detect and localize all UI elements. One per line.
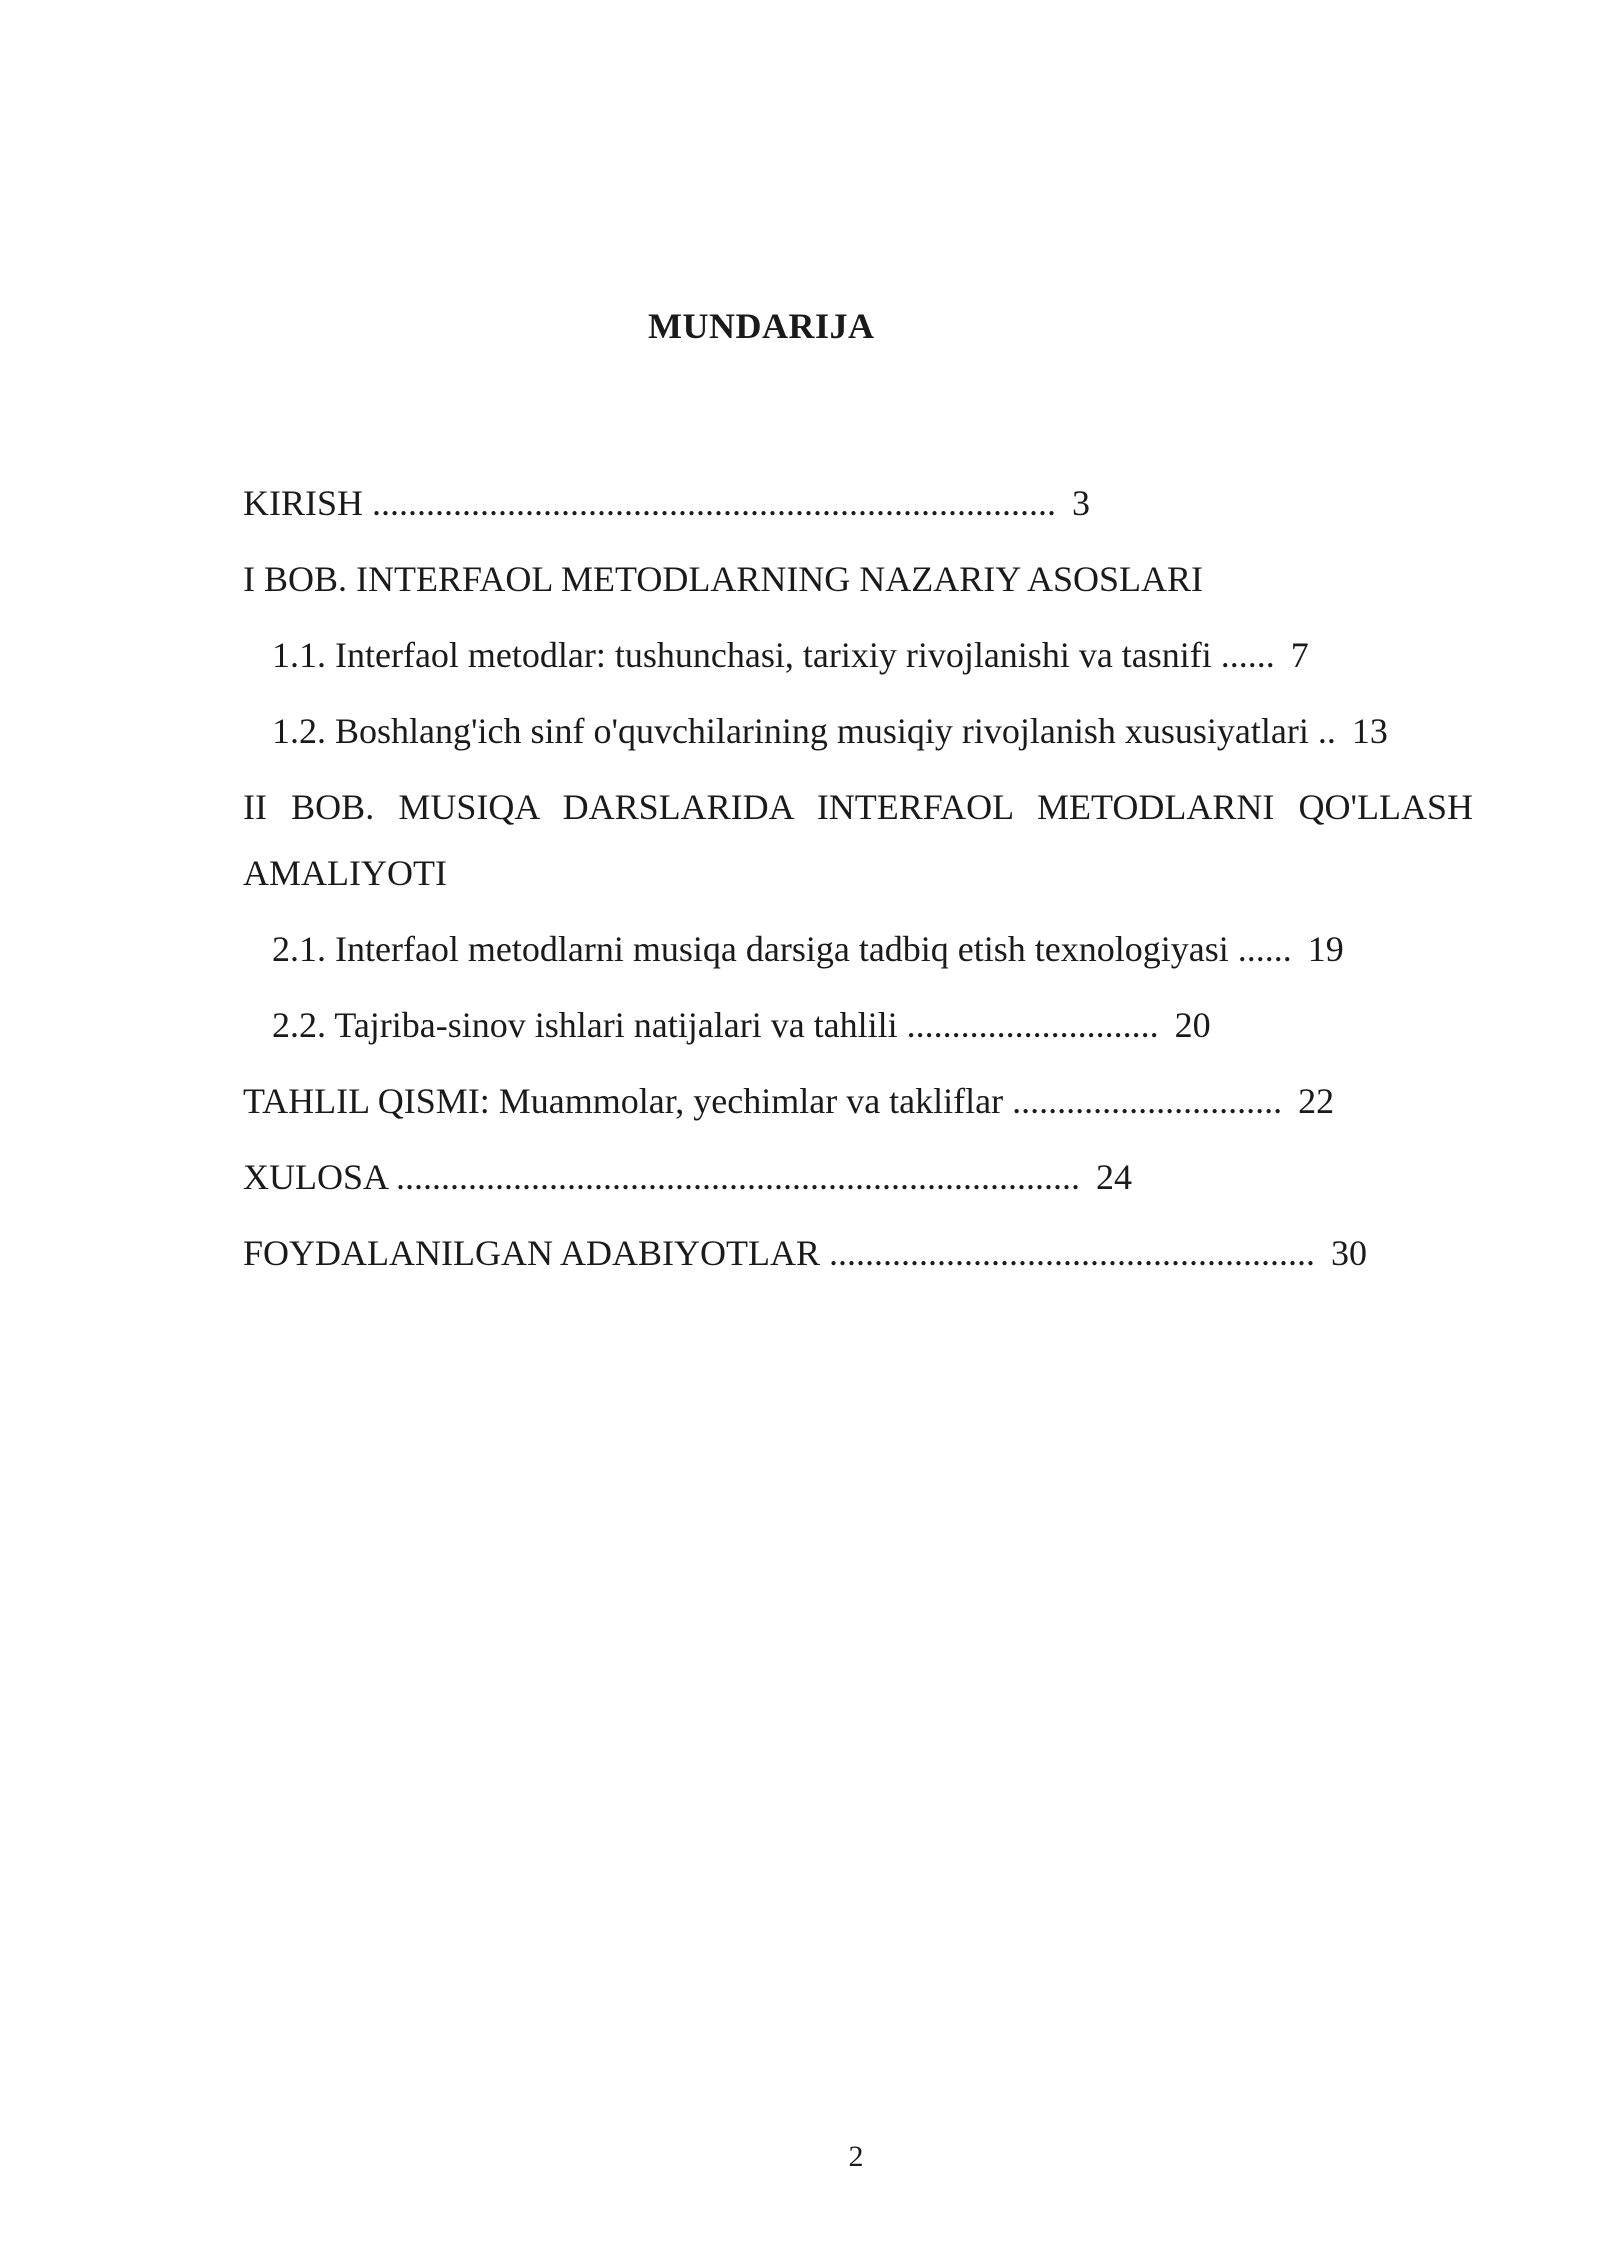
toc-entry-text: TAHLIL QISMI: Muammolar, yechimlar va takliflar .............................. — [243, 1081, 1283, 1121]
toc-entry-adabiyotlar — [243, 1220, 1473, 1296]
table-of-contents — [243, 470, 1473, 1296]
toc-entry-text: 1.2. Boshlang'ich sinf o'quvchilarining musiqiy rivojlanish xususiyatlari .. — [272, 711, 1336, 751]
toc-entry-kirish — [243, 470, 1473, 546]
toc-entry-text: 1.1. Interfaol metodlar: tushunchasi, tarixiy rivojlanishi va tasnifi ...... — [272, 635, 1275, 675]
toc-entry-text: XULOSA ............................................................................ — [243, 1157, 1081, 1197]
toc-entry-tahlil — [243, 1068, 1473, 1144]
toc-entry-section-2-2 — [243, 992, 1473, 1068]
toc-entry-page: 20 — [1174, 1005, 1211, 1045]
toc-entry-page: 7 — [1290, 635, 1309, 675]
toc-entry-text: I BOB. INTERFAOL METODLARNING NAZARIY ASOSLARI — [243, 559, 1203, 599]
toc-entry-page: 30 — [1330, 1233, 1367, 1273]
toc-entry-text: 2.2. Tajriba-sinov ishlari natijalari va tahlili ............................ — [272, 1005, 1159, 1045]
toc-entry-page: 22 — [1298, 1081, 1335, 1121]
toc-entry-page: 24 — [1096, 1157, 1133, 1197]
toc-entry-section-1-1 — [243, 622, 1473, 698]
toc-entry-text: KIRISH ............................................................................ — [243, 483, 1057, 523]
toc-entry-section-1-2 — [243, 698, 1473, 774]
toc-entry-chapter-1 — [243, 546, 1473, 622]
page-number: 2 — [848, 2140, 864, 2173]
toc-entry-text: II BOB. MUSIQA DARSLARIDA INTERFAOL METODLARNI QO'LLASH AMALIYOTI — [243, 787, 1473, 893]
toc-entry-chapter-2 — [243, 774, 1473, 906]
toc-entry-page: 19 — [1307, 929, 1344, 969]
page-title: MUNDARIJA — [648, 306, 875, 346]
toc-entry-page: 13 — [1351, 711, 1388, 751]
toc-entry-text: FOYDALANILGAN ADABIYOTLAR ...................................................... — [243, 1233, 1315, 1273]
toc-entry-xulosa — [243, 1144, 1473, 1220]
toc-entry-text: 2.1. Interfaol metodlarni musiqa darsiga tadbiq etish texnologiyasi ...... — [272, 929, 1292, 969]
toc-entry-page: 3 — [1072, 483, 1091, 523]
toc-entry-section-2-1 — [243, 916, 1473, 992]
